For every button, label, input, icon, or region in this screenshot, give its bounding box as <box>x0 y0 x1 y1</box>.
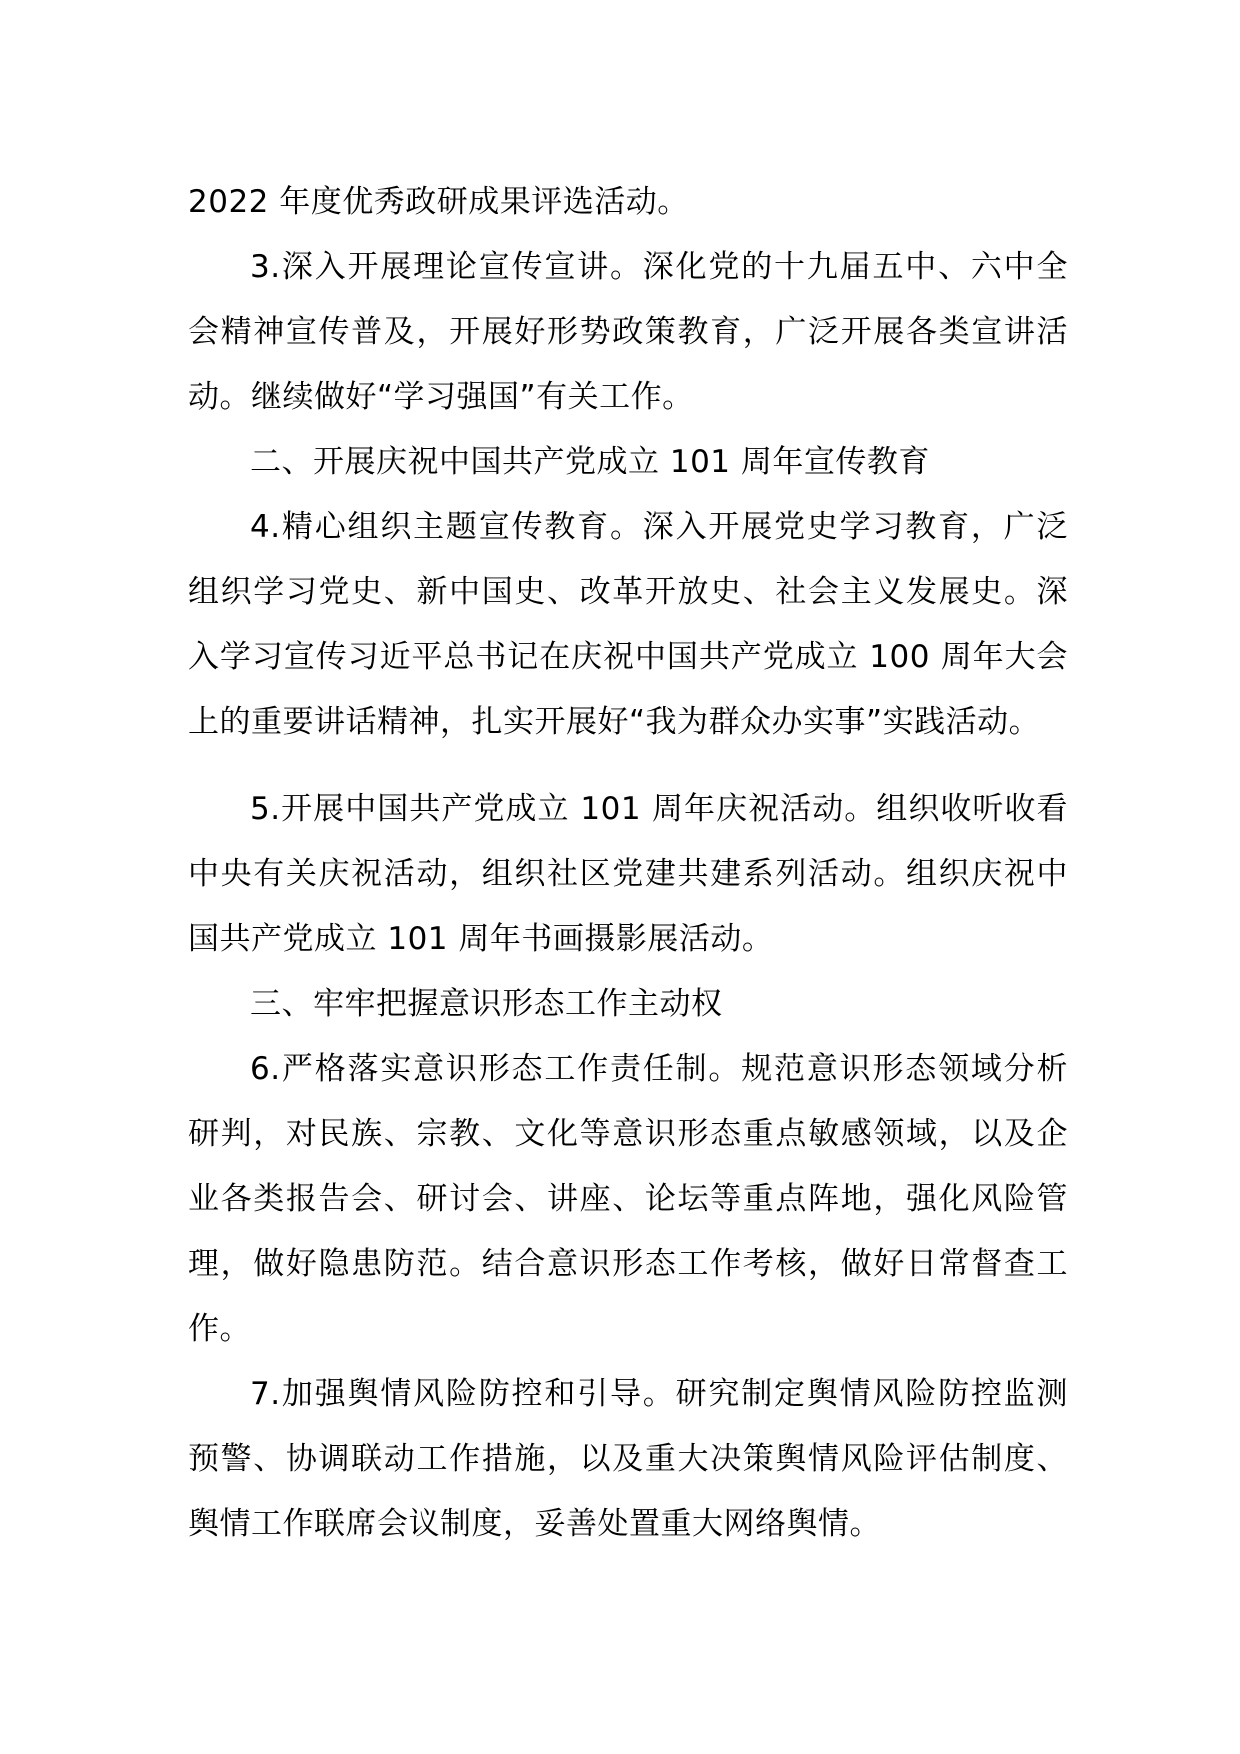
paragraph-item-5: 5.开展中国共产党成立 101 周年庆祝活动。组织收听收看中央有关庆祝活动，组织社区党建共建系列活动。组织庆祝中国共产党成立 101 周年书画摄影展活动。 <box>188 791 1068 957</box>
paragraph-continuation: 2022 年度优秀政研成果评选活动。 <box>188 184 689 220</box>
section-heading-3: 三、牢牢把握意识形态工作主动权 <box>250 986 723 1022</box>
paragraph-item-3: 3.深入开展理论宣传宣讲。深化党的十九届五中、六中全会精神宣传普及，开展好形势政策教育，广泛开展各类宣讲活动。继续做好“学习强国”有关工作。 <box>188 249 1068 415</box>
section-heading-2: 二、开展庆祝中国共产党成立 101 周年宣传教育 <box>250 444 930 480</box>
paragraph-item-4: 4.精心组织主题宣传教育。深入开展党史学习教育，广泛组织学习党史、新中国史、改革开放史、社会主义发展史。深入学习宣传习近平总书记在庆祝中国共产党成立 100 周年大会上的重要讲话精神，扎实开展好“我为群众办实事”实践活动。 <box>188 509 1068 740</box>
paragraph-item-7: 7.加强舆情风险防控和引导。研究制定舆情风险防控监测预警、协调联动工作措施，以及重大决策舆情风险评估制度、舆情工作联席会议制度，妥善处置重大网络舆情。 <box>188 1376 1068 1542</box>
paragraph-item-6: 6.严格落实意识形态工作责任制。规范意识形态领域分析研判，对民族、宗教、文化等意识形态重点敏感领域，以及企业各类报告会、研讨会、讲座、论坛等重点阵地，强化风险管理，做好隐患防范。结合意识形态工作考核，做好日常督查工作。 <box>188 1051 1068 1347</box>
document-body <box>188 170 1068 1557</box>
